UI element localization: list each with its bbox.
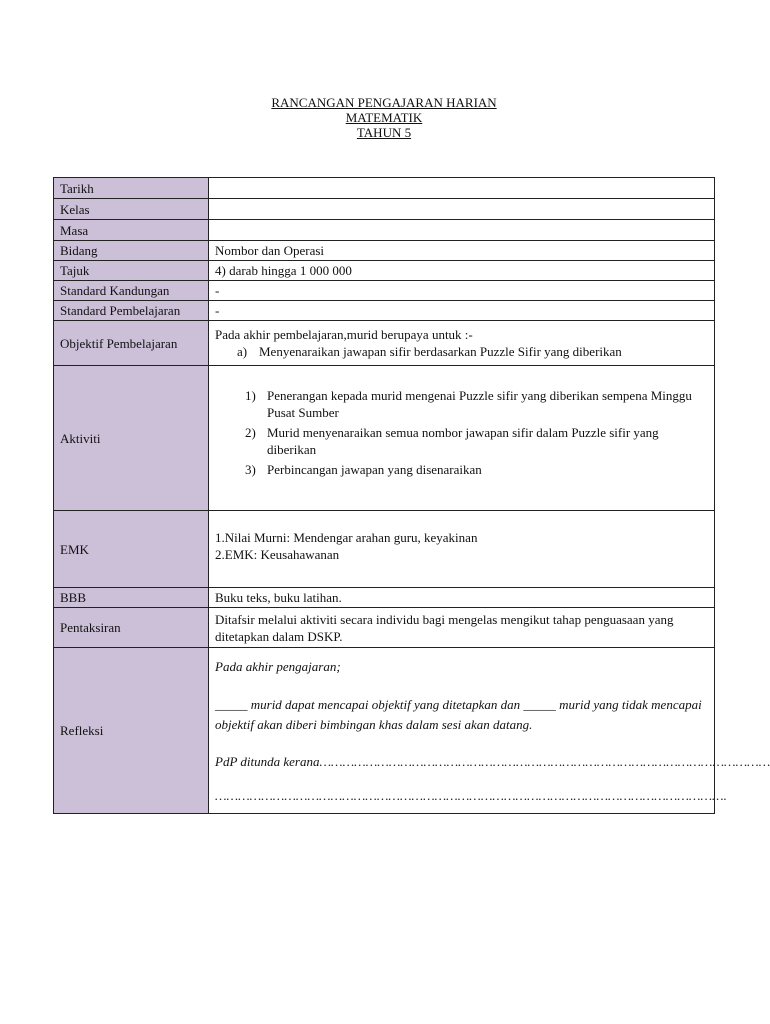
row-objektif	[54, 321, 715, 366]
row-masa	[54, 220, 715, 241]
refleksi-line-2: _____ murid dapat mencapai objektif yang ditetapkan dan _____ murid yang tidak mencapai objektif akan diberi bimbingan khas dalam sesi akan datang.	[215, 697, 702, 732]
row-refleksi	[54, 648, 715, 814]
list-item: a) Menyenaraikan jawapan sifir berdasarkan Puzzle Sifir yang diberikan	[237, 344, 622, 359]
objektif-intro: Pada akhir pembelajaran,murid berupaya untuk :-	[215, 327, 473, 342]
row-pentaksiran	[54, 608, 715, 648]
value-objektif	[209, 321, 715, 366]
value-bbb: Buku teks, buku latihan.	[209, 588, 715, 608]
header-title: RANCANGAN PENGAJARAN HARIAN	[271, 95, 497, 110]
lesson-plan-table	[53, 177, 770, 814]
row-emk	[54, 511, 715, 588]
value-pentaksiran: Ditafsir melalui aktiviti secara individu bagi mengelas mengikut tahap penguasaan yang ditetapkan dalam DSKP.	[209, 608, 715, 648]
refleksi-line-1: Pada akhir pengajaran;	[215, 659, 341, 674]
label-aktiviti: Aktiviti	[54, 366, 209, 511]
label-masa: Masa	[54, 220, 209, 241]
row-kelas	[54, 199, 715, 220]
refleksi-line-4: …………………………………………………………………………………………………………………….	[215, 788, 727, 803]
label-bidang: Bidang	[54, 241, 209, 261]
value-bidang: Nombor dan Operasi	[209, 241, 715, 261]
label-standard-kandungan: Standard Kandungan	[54, 281, 209, 301]
header-year: TAHUN 5	[356, 125, 412, 140]
value-aktiviti	[209, 366, 715, 511]
value-tajuk: 4) darab hingga 1 000 000	[209, 261, 715, 281]
label-pentaksiran: Pentaksiran	[54, 608, 209, 648]
row-tarikh	[54, 178, 715, 199]
value-kelas	[209, 199, 715, 220]
label-tarikh: Tarikh	[54, 178, 209, 199]
value-standard-pembelajaran: -	[209, 301, 715, 321]
row-standard-kandungan	[54, 281, 715, 301]
list-item: 2) Murid menyenaraikan semua nombor jawapan sifir dalam Puzzle sifir yang diberikan	[245, 424, 659, 457]
row-standard-pembelajaran	[54, 301, 715, 321]
emk-line-2: 2.EMK: Keusahawanan	[215, 547, 340, 562]
aktiviti-list	[215, 387, 708, 478]
document-header	[0, 95, 768, 140]
row-bbb	[54, 588, 715, 608]
value-refleksi	[209, 648, 770, 814]
value-tarikh	[209, 178, 715, 199]
emk-line-1: 1.Nilai Murni: Mendengar arahan guru, keyakinan	[215, 530, 478, 545]
label-emk: EMK	[54, 511, 209, 588]
list-item: 3) Perbincangan jawapan yang disenaraikan	[245, 461, 482, 477]
label-refleksi: Refleksi	[54, 648, 209, 814]
row-tajuk	[54, 261, 715, 281]
refleksi-line-3: PdP ditunda kerana………………………………………………………………………………………………………	[215, 754, 770, 769]
row-aktiviti	[54, 366, 715, 511]
header-subject: MATEMATIK	[345, 110, 423, 125]
label-standard-pembelajaran: Standard Pembelajaran	[54, 301, 209, 321]
label-objektif: Objektif Pembelajaran	[54, 321, 209, 366]
value-masa	[209, 220, 715, 241]
row-bidang	[54, 241, 715, 261]
label-kelas: Kelas	[54, 199, 209, 220]
label-tajuk: Tajuk	[54, 261, 209, 281]
value-emk	[209, 511, 715, 588]
list-item: 1) Penerangan kepada murid mengenai Puzzle sifir yang diberikan sempena Minggu Pusat Sumber	[245, 387, 692, 420]
objektif-list	[215, 343, 708, 360]
value-standard-kandungan: -	[209, 281, 715, 301]
label-bbb: BBB	[54, 588, 209, 608]
